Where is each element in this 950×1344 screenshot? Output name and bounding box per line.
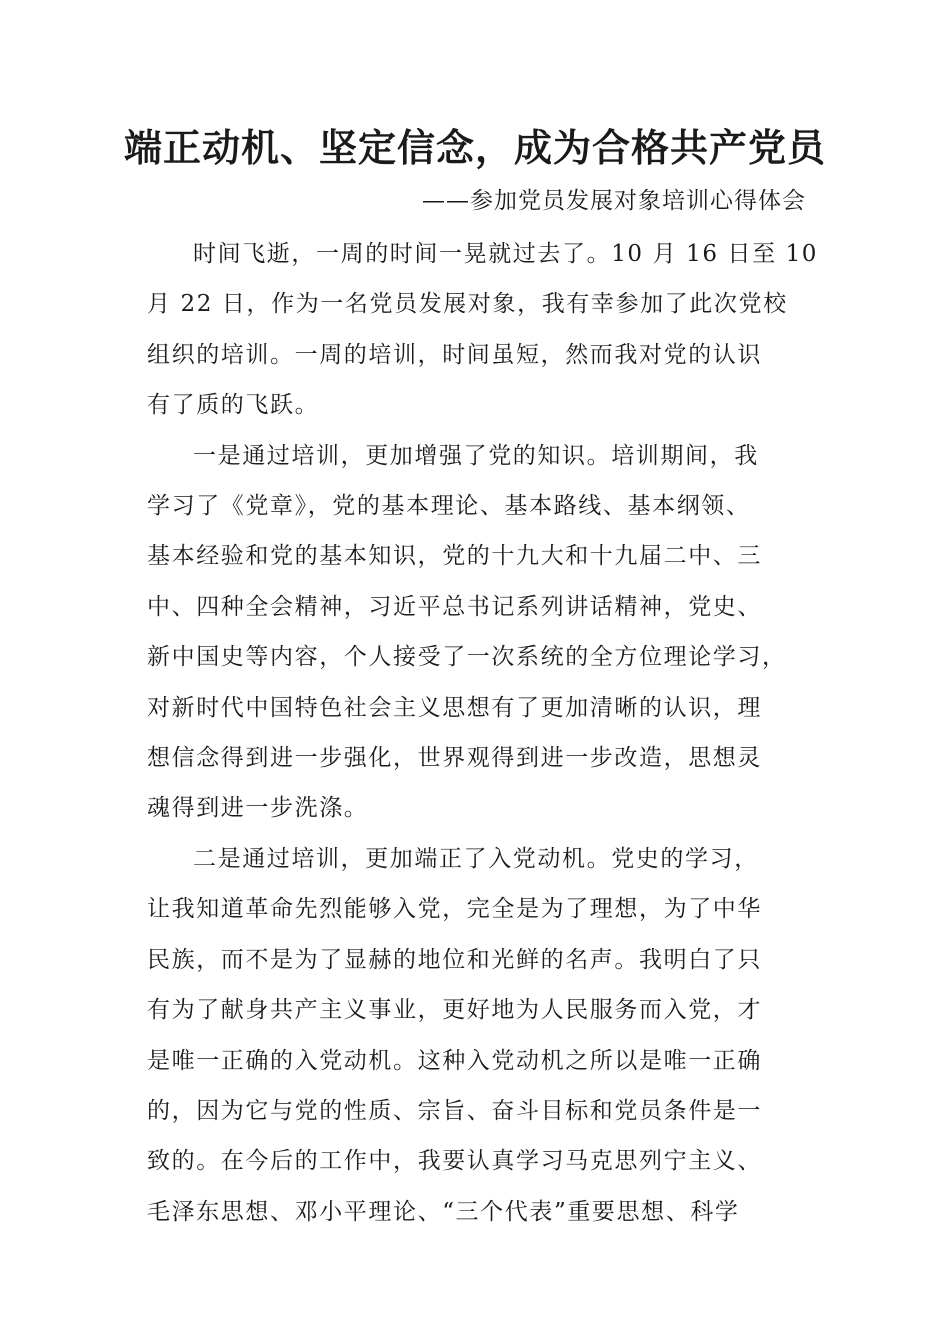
- text-line: 有了质的飞跃。: [147, 392, 320, 419]
- text-line: 的，因为它与党的性质、宗旨、奋斗目标和党员条件是一: [147, 1097, 762, 1124]
- text-line: 毛泽东思想、邓小平理论、“三个代表”重要思想、科学: [147, 1198, 740, 1225]
- text-line: 基本经验和党的基本知识，党的十九大和十九届二中、三: [147, 543, 762, 570]
- text-line: 民族，而不是为了显赫的地位和光鲜的名声。我明白了只: [147, 946, 762, 973]
- text-line: 是唯一正确的入党动机。这种入党动机之所以是唯一正确: [147, 1047, 762, 1074]
- text-line: 月 22 日，作为一名党员发展对象，我有幸参加了此次党校: [147, 291, 788, 318]
- text-line: 对新时代中国特色社会主义思想有了更加清晰的认识，理: [147, 694, 762, 721]
- text-line: 新中国史等内容，个人接受了一次系统的全方位理论学习，: [147, 644, 787, 671]
- text-line: 中、四种全会精神，习近平总书记系列讲话精神，党史、: [147, 593, 762, 620]
- paragraph-1: [147, 229, 819, 431]
- text-line: 学习了《党章》，党的基本理论、基本路线、基本纲领、: [147, 493, 751, 520]
- text-line: 二是通过培训，更加端正了入党动机。党史的学习，: [193, 845, 759, 872]
- text-line: 魂得到进一步洗涤。: [147, 795, 369, 822]
- paragraph-3: [147, 834, 815, 1237]
- paragraph-2: [147, 431, 815, 834]
- text-line: 致的。在今后的工作中，我要认真学习马克思列宁主义、: [147, 1148, 762, 1175]
- text-line: 让我知道革命先烈能够入党，完全是为了理想，为了中华: [147, 896, 762, 923]
- text-line: 想信念得到进一步强化，世界观得到进一步改造，思想灵: [147, 745, 762, 772]
- document-title: 端正动机、坚定信念，成为合格共产党员: [123, 125, 826, 170]
- document-subtitle: ——参加党员发展对象培训心得体会: [422, 188, 806, 214]
- text-line: 组织的培训。一周的培训，时间虽短，然而我对党的认识: [147, 341, 762, 368]
- document-body: [147, 229, 819, 1237]
- text-line: 一是通过培训，更加增强了党的知识。培训期间，我: [193, 442, 759, 469]
- text-line: 有为了献身共产主义事业，更好地为人民服务而入党，才: [147, 997, 762, 1024]
- text-line: 时间飞逝，一周的时间一晃就过去了。10 月 16 日至 10: [193, 241, 819, 267]
